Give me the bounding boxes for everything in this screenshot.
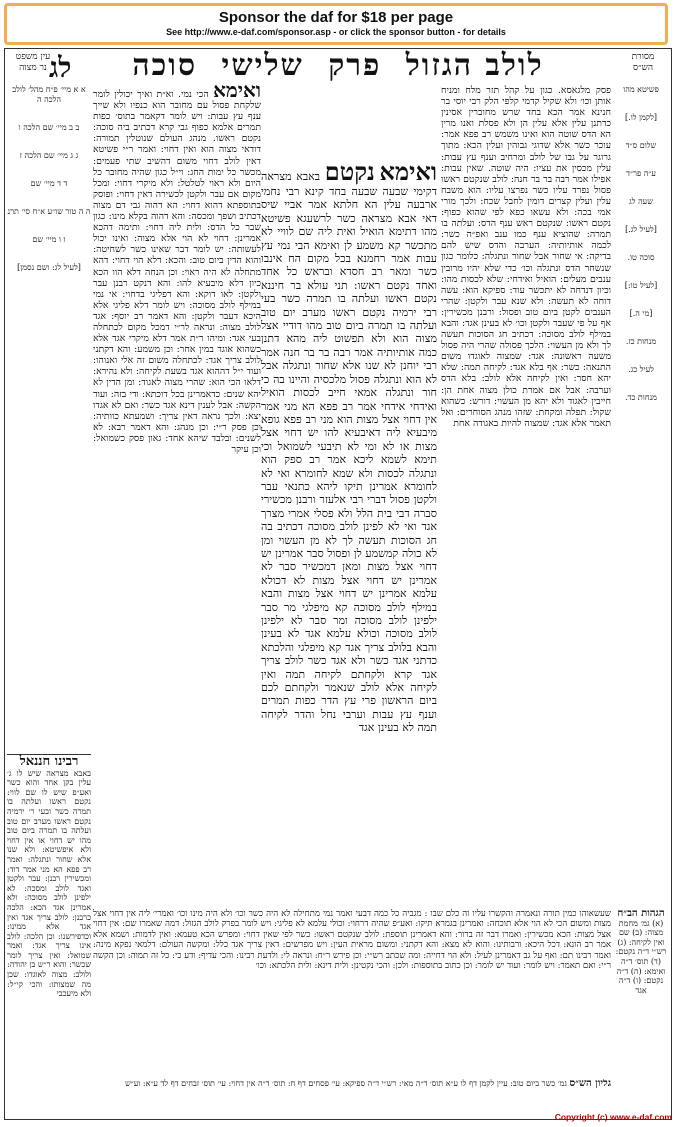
gilyon-title: גליון הש״ס (569, 1079, 611, 1089)
rabbenu-chananel (7, 754, 91, 1045)
rabbenu-chananel-title: רבינו חננאל (19, 754, 79, 769)
ein-mishpat-entry: ב ב מיי׳ שם הלכה ו (18, 123, 80, 132)
margin-ref: מנחות כד. (625, 393, 657, 402)
tosafot-lead-word: ואימא (213, 85, 261, 102)
chapter-name: לולב הגזול (405, 48, 544, 83)
ein-mishpat-entry: [לעיל לג: ושם נסמן] (17, 263, 81, 272)
hagahot-title: הגהות הב״ח (617, 909, 665, 919)
margin-ref: ע״ה פר״ד (626, 169, 656, 178)
margin-ref: [לקמן לו.] (625, 113, 657, 122)
margin-ref: [לעיל טו:] (624, 281, 658, 290)
ein-mishpat-entry: ו ו מיי׳ שם (32, 235, 66, 244)
sponsor-banner[interactable] (4, 3, 668, 45)
page-number: לג (49, 51, 72, 84)
gemara-text (261, 159, 437, 889)
gilyon-hashas (91, 1079, 611, 1089)
ein-mishpat-entry: ה ה טור שו״ע א״ח סי׳ תרנ (7, 207, 91, 216)
sponsor-title[interactable]: Sponsor the daf for $18 per page (218, 9, 454, 26)
rabbenu-chananel-text: באבא מצראה שיש לו ג׳ עלין בקן אחד והוא כשר ואע״פ שיש לו שם לווי: נקטם ראשו ועלתה בו תמרה כשר ובעי ר׳ ירמיה נקטם ראשו מערב יום טוב ועלתה בו תמרה ביום טוב מהו יש דחוי או אין דחוי ולא איפשיטא: ולא שנו אלא שחור ונתגלה: ואמר רב פפא הא מני אמר דוד: ומכשירין רבנן: עבר ולקטן ואגד לולב ומסכה: לא ילפינן לולב מסוכה: ולא אמרינן אגד הכא: הלכה כרבנן: לולב צריך אגד ואין אגד אלא ממינו: וכדפירשנו: וכן הלכה: לולב אינו צריך אגד: ואמר שמואל: ואין צריך לומר שכשר: והוא ר״ש בן יהודה: ולולב: מצוה לאוגדו: שכן מה שמצותו: והכי קי״ל: ולא מיעכבי (7, 768, 91, 999)
gemara-lead-word: ואימא (379, 159, 437, 186)
perek-label: פרק (328, 48, 382, 83)
sponsor-subtitle[interactable]: See http://www.e-daf.com/sponsor.asp - or click the sponsor button - for details (166, 27, 506, 37)
chapter-number: שלישי (221, 48, 304, 83)
margin-ref: שעה לג (629, 197, 653, 206)
ein-mishpat-entry: ד ד מיי׳ שם (30, 179, 68, 188)
tractate-name: סוכה (132, 48, 198, 83)
ein-mishpat-entry: ג ג מיי׳ שם הלכה ז (19, 151, 79, 160)
ein-mishpat-label: עין משפט נר מצוה (15, 52, 51, 73)
copyright-link[interactable]: Copyright (c) www.e-daf.com (554, 1112, 672, 1122)
margin-ref: סוכה טו. (627, 253, 655, 262)
gemara-body: באבא מצראה דקימי שבעה שבעה בחד קינא רבי נחמי ארבעה עלין הא חלתא אמר אביי שיס דאי אבא מצראה כשר לרשעגא פשיטא מהו דתימא הואיל ואית ליה שם לוויי לא מתכשר קא משמע לן ואימא הבי נמי עץ עבות אמר רחמנא בכל מקום הח אינבו כשר ומאר רב חסדא ובראש כל אחד ואחד נקטם ראשו: תני עולא בר חיננא נקטם ראשו ועלתה בו תמרה כשר בעי רבי ירמיה נקטם ראשו מערב יום טוב ועלתה בו תמרה ביום טוב מהו דודיי אצל מצוה הוא ולא תפשוט ליה מהא דתנן כמה אותיותיה אמר רבה בר בר חנה אמר רבי יוחנן לא שנו אלא שחור ונתגלה אבל לא הוא ונתגלה פסול מלכסיה והיינו בה כי חור ונתגלה אמאי חייב לכסות הואיל ואידחי אידחי אמר רב פפא הא מני אמר אין דחוי אצל מצות הוא מני רב פפא גופא מיבעיא ליה דאיבעיא להו יש דחוי אצל מצות או לא ומי לא תיבעי לשמואל וכי תימא לשמא ליכא אמר רב ספק הוא ונתגלה לכסות ולא שמא לחומרא ואי לא לחומרא אמרינן תיקו ליהא כתנאי עבר ולקטן פסול דברי רבי אלעזר ורבנן מכשירי סברה דבי בית הלל ולא פסלי אמרי מצרך אגד ואי לא לפינן לולב מסוכה דכתיב בה חג הסוכות תעשה לך לא מן העשוי ומן לא כולה קמשמע לן ופסול סבר אמרינן יש דחוי אצל מצות ומאן דמכשיר סבר לא אמרינן יש דחוי אצל מצות לא דכולא עלמא אמרינן יש דחוי אצל מצות והבא במילף לולב מסוכה קא מיפלגי מר סבר ילפינן לולב מסוכה ומר סבר לא ילפינן לולב מסוכה וכולא עלמא אגד לא בעינן והבא בלולב צריך אגד קא מיפלגי והלכתא כדתני אגד כשר ולא אגד כשר לולב צריך אגד קרא ולקחתם לקיחה תמה ואין לקיחה אלא לולב שנאמר ולקחתם לכם ביום הראשון פרי עץ הדר כפות תמרים וענף עץ עבות וערבי נחל והדר לקיחה תמה לא בעינן אגד (261, 170, 437, 735)
hagahot-habach (613, 909, 669, 995)
margin-ref: לעיל כג. (628, 365, 654, 374)
margin-ref: [מי ה.] (629, 309, 653, 318)
gilyon-text: גמ׳ כשר ביום טוב: עיין לקמן דף לו ע״א תוס׳ ד״ה מאי: רש״י ד״ה ספיקא: עי׳ פסחים דף ח: תוס׳ ד״ה אין דחוי: עי׳ תוס׳ זבחים דף לד ע״א: וע״ש (125, 1079, 567, 1088)
tosafot-text: הכי נמי. וא״ת ואיך יכולין לומר שלקחת פסול עם מחובר הוא כנפיו ולא שייך ענף עץ עבות: ויש לומר דקאמר בתוס׳ כפות תמרים אלמא כפוף גבי קרא דכתיב ביה סוכה: נקטם ראשו. מנהג העולם שנוטלין תמורה: דודאי מצוה הוא ואין דחוי: ואמר ר״י פשיטא דאין לולב דחוי משום דהשיב שתי פעמים: מכשר כל ימות החג: וי״ל כגון שהיה מחובר כל היום ולא ראוי לטלטל: ולא מיקרי דחוי: ומכל מקום אם עבר ולקטן לכשירה דאין דחוי: ופוסק בתוספתא דהוא דחוי: הא דהוה גבי דם מצוה דכתיב ושפך ומכסה: והא דהוה בקלא מינו: כגון שבר כל הדס: ולית ליה דחוי: ותימה דהכא אמרינן: דחוי לא הוי אלא מצוה: ואינו יכול לעשותה: יש לומר דבר שאינו כשר לשחיטה: והוא הדין ביום טוב: והכא: דלא הוי דחוי: דהא מתחלה לא היה ראוי: וכן הנחה דלא הוו הכא כיון דלא מיבעיא להו: והא דנקט רבנן עבר ולקטן: לאו דוקא: והא דפליגי בדחוי: אי נמי במילף לולב מסוכה: ויש לומר דלא פליגי אלא היכא דעבר ולקטן: והא דאמר רב יוסף: אגד לולב מצוה: ונראה לר״י דמכל מקום לכתחלה בעי אגד: ומיהו ר״ת אמר דלא מיקרי אגד אלא כשהוא אוגד במין אחר: וכן משמע: והא דקתני לולב צריך אגד: לכתחלה משום זה אלי ואנוהו: ועוד י״ל דההוא אגד בשעת לקיחה: ולא נהירא: דלאו הכי הוא: שהרי מצוה לאגוד: ומן הדין לא יהא שנים: כדאמרינן בכל דוכתא: ודי בזה: ועוד הקשה: אבל לענין דינא אגד כשר: ואם לא אגדו יצא: ולכך נראה דאין צריך: ושמעתא כוותיה: וכן פסק ר״י: וכן מנהג: והא דאמר רבא: לא לשנים: ובלבד שיהא אחד: גאון פסק כשמואל: וכן עיקר (93, 89, 261, 455)
talmud-page (4, 48, 672, 1120)
hagahot-text: (א) גמ׳ מחמת מצוה: (ב) שם ואין לקיחה: (ג) רש״י ד״ה נקטם: (ד) תוס׳ ד״ה ואימא: (ה) ד״ה נקטם: (ו) ד״ה אגד (615, 918, 667, 995)
bottom-commentary: שעשאוהו כמין תורה ונאמרה והקשרו עליו וה כלם שבו : מגביה כל כמה דבעי ואמר נמי מתחילה לא היה כשר וכו׳ ולא היה מינו וכו׳ ואמרי׳ ליה אין דחוי אצל מצות ומשום הכי לא הוי אלא תוכחה: ואמרינן בגמרא תיקו: ואע״פ שהיה דרחוי: וכולי עלמא לא פליגי: ויש לומר בפרק לולב הגזול: דמה שאמרו שם: אין דחוי אצל מצות: הכא מכשירין: ואמרו דבר זה ברור: והא דאמרינן תוספת: לולב שנקטם ראשו: כשר לפי שאין דחוי: ומפרש הכא טעמא: ואין לדמות: ושמא אלא אמר רב הונא: דכל היכא: ורבותינו: והוא לא מצא: והא דקתני: ומשום מראית העין: ויש מפרשים: דאין צריך אגד כלל: ומקשה העולם: דלמאי נפקא מינה: ואמר רבינו תם: ואף על גב דאמרינן לעיל: ולא הוי דחייה: ומה שכתב רש״י: וכן פירש ר״ח: ונראה לי: ולדעת רבינו: והכי עדיף: ודע כי: כל זה תמוה: וכן הקשה ר״י: ואם תאמר: ויש לומר: ועוד יש לומר: וכן כתוב בתוספות: ולכן: והכי נקטינן: ולית דינא: ולית הלכתא: וכו׳ (93, 909, 611, 972)
gemara-lead-word-2: נקטם (324, 159, 375, 186)
margin-ref: שלום ס״ד (625, 141, 657, 150)
margin-ref: מנחות כז. (625, 337, 657, 346)
ein-mishpat-entry: א א מיי׳ פ״ח מהל׳ לולב הלכה ה (12, 85, 86, 104)
margin-ref: פשיטא מהו (623, 85, 659, 94)
rashi-commentary: פסק מלגאסא. כגון על קהל תזר מלח ומניח אותן וכו׳ ולא שקיל קדמי קלפי הלק רבי יוסי בר חנינא אמר הכא בחד שרש מחוברין אסינין כדתנן עלין אלא עלין הן ולא פסלת ואנו מרין הא הדס שוטה הוא ואינו משמש רב פפא אמר: עוכר כשר אלא שדוגי גבוהין ועלין הכא: מתוך גרוגר על גבו של לולב ומרחיב וענף עץ עבות: עלין מכסין את עציו: היה שוטה. שאין עבות: אפילו אמר רבה בר בר חנה: לולב שנקטם ראשו פסול נפרד עליו כשר נפרצו עליו: הוא משבח עלין ועלין קצרים דומין לחבל שכח: ולכך מורי אמי בכה: ולא עשאו כפא לפי שהוא כפוף: נקטם ראשו: שנקטם ראש ענף הדס: ועלתה בו תמרה: שהוציא ענף כמו ענב ואפ״ה כשר: לכמה אותיותיה: הערבה והדס שיש להם בדיקה: אי שחור אבל שחור ונתגלה: כלומר כגון שנשחר הדס ונתגלה וכו׳ כדי שלא יהיו מרובין ענבים מעלים: הואיל ואידחי: שלא לכסות מהו: וכיון דנדחה לא יתכשר עוד: ספיקא הוא: עשה דוחה לא תעשה: ולא שנא עבר ולקטן: שהרי הענבים לקטן ביום טוב ופסול: ורבנן מכשירין: אף על פי שעבר ולקטן וכו׳ לא בעינן אגד: והבא במילף לולב מסוכה: דכתיב חג הסוכות תעשה לך ולא מן העשוי: הלכך פסולה שהרי היה פסול משעה ראשונה: אגד: שמצוה לאוגדו משום התנאה: כשר: אף בלא אגד: לקיחה תמה: שלא יהא חסר: ואין לקיחה אלא לולב: בלא הדס וערבה: אבל אם אמרת כולן מצוה אחת הן: חייבין לאגוד ולא יהא מן העשוי: דורש: כשהוא שקול: תפלה ומקחת: שזהו מנהג הסוחרים: ואל תאמר אלא אגד: שמצוה להיות באגודה אחת (441, 85, 611, 429)
page-header (5, 49, 671, 83)
margin-ref: [לעיל לג.] (625, 225, 657, 234)
masoret-hashas-label: מסורת הש״ס (631, 52, 655, 73)
tosafot-commentary (93, 85, 261, 705)
page-title (65, 49, 611, 83)
